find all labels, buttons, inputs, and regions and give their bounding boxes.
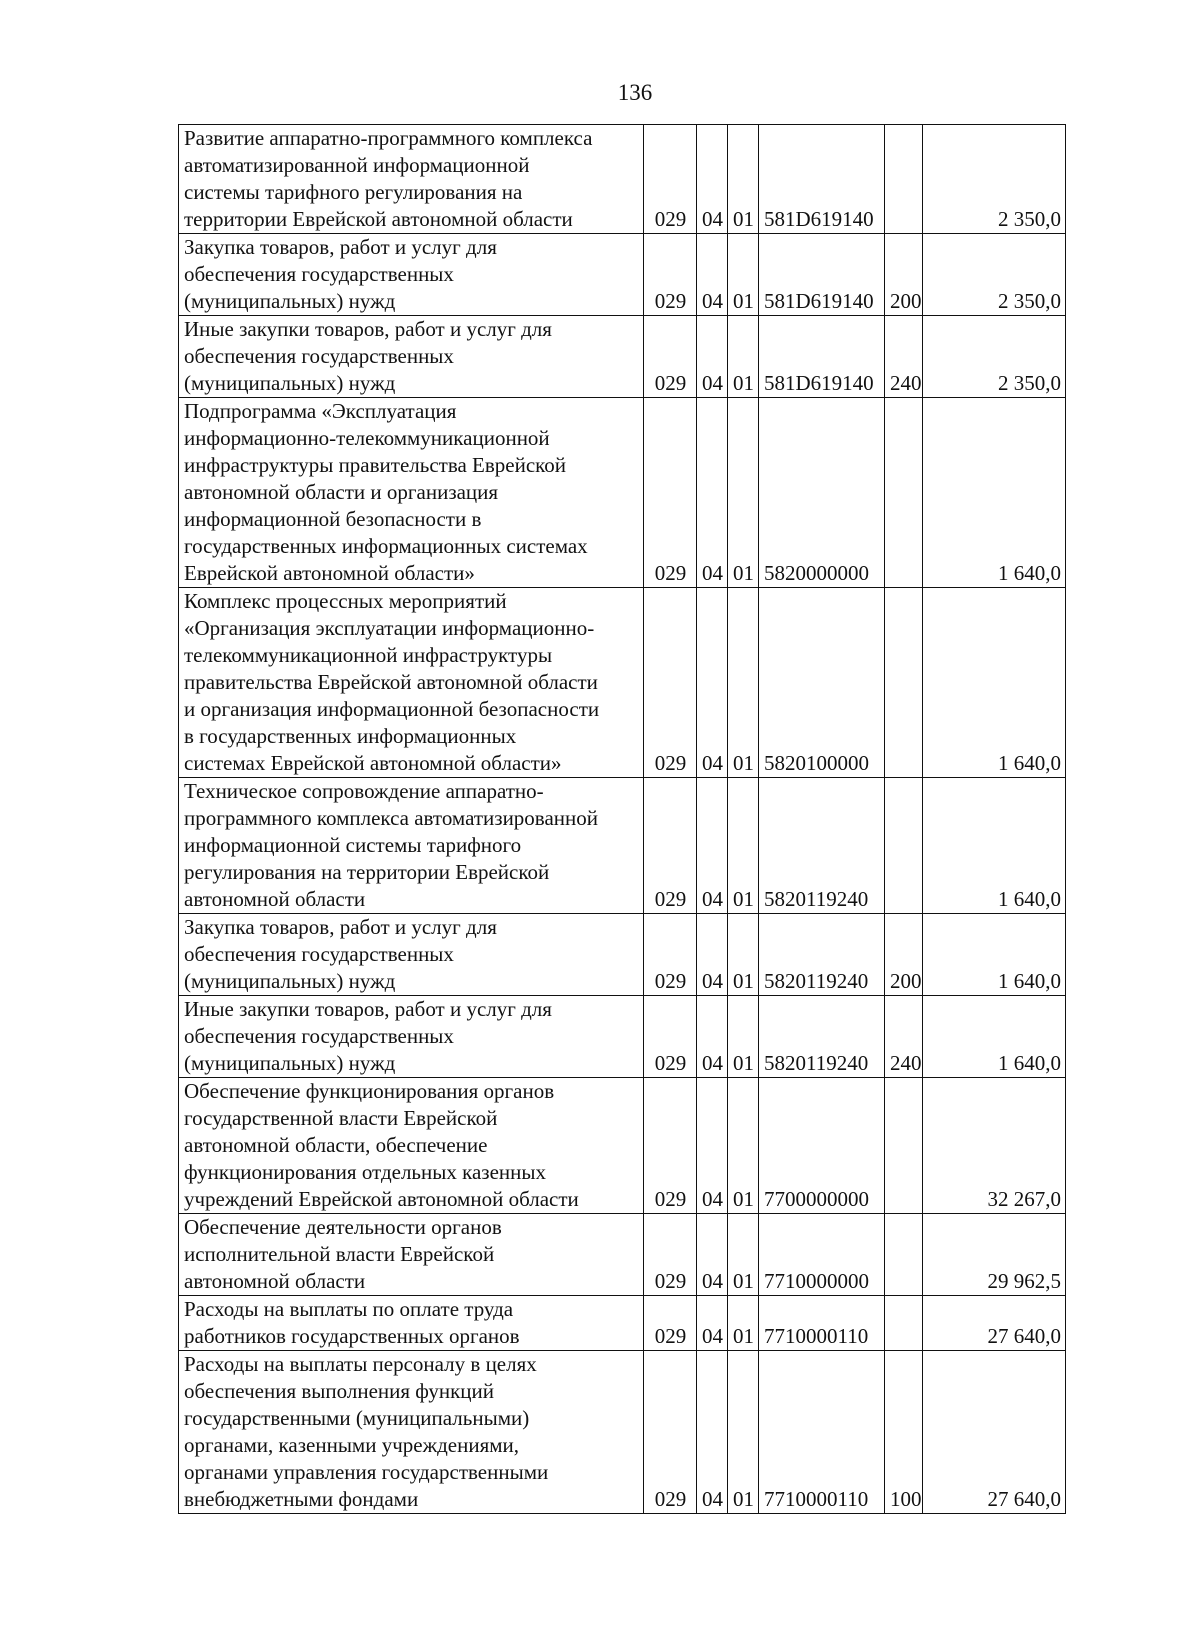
expense-name-line: Расходы на выплаты по оплате труда	[184, 1297, 514, 1321]
expense-name-cell	[179, 1078, 644, 1214]
expense-name-line: инфраструктуры правительства Еврейской	[184, 453, 567, 477]
target-article-cell: 581D619140	[759, 316, 885, 398]
expense-name-cell	[179, 125, 644, 234]
subsection-code-cell: 01	[728, 316, 759, 398]
expense-name-line: системах Еврейской автономной области»	[184, 751, 562, 775]
target-article-cell: 581D619140	[759, 234, 885, 316]
amount-cell: 1 640,0	[923, 588, 1066, 778]
expense-name-cell	[179, 1296, 644, 1351]
budget-table-body	[179, 125, 1066, 1514]
amount-cell: 1 640,0	[923, 398, 1066, 588]
expense-name-line: органами, казенными учреждениями,	[184, 1433, 520, 1457]
subsection-code-cell: 01	[728, 1351, 759, 1514]
expense-name-line: Подпрограмма «Эксплуатация	[184, 399, 457, 423]
subsection-code-cell: 01	[728, 588, 759, 778]
expense-type-cell: 240	[885, 996, 923, 1078]
expense-name-line: (муниципальных) нужд	[184, 289, 396, 313]
expense-name-line: (муниципальных) нужд	[184, 371, 396, 395]
admin-code-cell: 029	[644, 996, 697, 1078]
expense-name-cell	[179, 1351, 644, 1514]
expense-name-cell	[179, 778, 644, 914]
expense-name-line: «Организация эксплуатации информационно-	[184, 616, 595, 640]
expense-name-line: Еврейской автономной области»	[184, 561, 475, 585]
expense-name-line: территории Еврейской автономной области	[184, 207, 573, 231]
amount-cell: 29 962,5	[923, 1214, 1066, 1296]
table-row	[179, 1078, 1066, 1214]
amount-cell: 27 640,0	[923, 1351, 1066, 1514]
expense-type-cell	[885, 1078, 923, 1214]
expense-name-line: исполнительной власти Еврейской	[184, 1242, 495, 1266]
expense-type-cell: 240	[885, 316, 923, 398]
expense-type-cell: 200	[885, 234, 923, 316]
amount-cell: 1 640,0	[923, 778, 1066, 914]
amount-cell: 32 267,0	[923, 1078, 1066, 1214]
expense-name-line: регулирования на территории Еврейской	[184, 860, 550, 884]
expense-name-line: автономной области	[184, 887, 366, 911]
expense-name-cell	[179, 398, 644, 588]
subsection-code-cell: 01	[728, 914, 759, 996]
target-article-cell: 5820000000	[759, 398, 885, 588]
expense-name-line: Обеспечение деятельности органов	[184, 1215, 502, 1239]
table-row	[179, 1296, 1066, 1351]
table-row	[179, 588, 1066, 778]
expense-name-line: Иные закупки товаров, работ и услуг для	[184, 317, 552, 341]
expense-name-line: учреждений Еврейской автономной области	[184, 1187, 579, 1211]
expense-type-cell	[885, 1296, 923, 1351]
subsection-code-cell: 01	[728, 1214, 759, 1296]
admin-code-cell: 029	[644, 234, 697, 316]
expense-name-cell	[179, 996, 644, 1078]
expense-type-cell: 200	[885, 914, 923, 996]
expense-name-line: внебюджетными фондами	[184, 1487, 419, 1511]
expense-name-line: (муниципальных) нужд	[184, 969, 396, 993]
target-article-cell: 5820119240	[759, 914, 885, 996]
section-code-cell: 04	[697, 1078, 728, 1214]
table-row	[179, 316, 1066, 398]
expense-name-line: Развитие аппаратно-программного комплекса	[184, 126, 593, 150]
expense-name-line: программного комплекса автоматизированной	[184, 806, 598, 830]
expense-name-line: Расходы на выплаты персоналу в целях	[184, 1352, 537, 1376]
admin-code-cell: 029	[644, 588, 697, 778]
section-code-cell: 04	[697, 778, 728, 914]
section-code-cell: 04	[697, 234, 728, 316]
subsection-code-cell: 01	[728, 398, 759, 588]
section-code-cell: 04	[697, 125, 728, 234]
target-article-cell: 581D619140	[759, 125, 885, 234]
expense-name-line: Закупка товаров, работ и услуг для	[184, 915, 497, 939]
expense-name-line: обеспечения выполнения функций	[184, 1379, 495, 1403]
expense-name-line: органами управления государственными	[184, 1460, 549, 1484]
expense-name-line: и организация информационной безопасности	[184, 697, 600, 721]
target-article-cell: 7710000000	[759, 1214, 885, 1296]
expense-name-line: в государственных информационных	[184, 724, 517, 748]
expense-name-line: Закупка товаров, работ и услуг для	[184, 235, 497, 259]
target-article-cell: 7710000110	[759, 1351, 885, 1514]
expense-name-line: обеспечения государственных	[184, 942, 454, 966]
expense-type-cell	[885, 778, 923, 914]
admin-code-cell: 029	[644, 914, 697, 996]
amount-cell: 27 640,0	[923, 1296, 1066, 1351]
target-article-cell: 7700000000	[759, 1078, 885, 1214]
admin-code-cell: 029	[644, 1078, 697, 1214]
expense-name-cell	[179, 234, 644, 316]
section-code-cell: 04	[697, 914, 728, 996]
table-row	[179, 1214, 1066, 1296]
expense-type-cell: 100	[885, 1351, 923, 1514]
table-row	[179, 234, 1066, 316]
admin-code-cell: 029	[644, 398, 697, 588]
expense-name-line: работников государственных органов	[184, 1324, 520, 1348]
expense-name-line: информационно-телекоммуникационной	[184, 426, 550, 450]
budget-table	[178, 124, 1066, 1514]
expense-name-line: функционирования отдельных казенных	[184, 1160, 547, 1184]
expense-type-cell	[885, 588, 923, 778]
expense-name-line: информационной системы тарифного	[184, 833, 522, 857]
target-article-cell: 5820119240	[759, 996, 885, 1078]
table-row	[179, 778, 1066, 914]
expense-name-line: обеспечения государственных	[184, 262, 454, 286]
admin-code-cell: 029	[644, 125, 697, 234]
section-code-cell: 04	[697, 588, 728, 778]
expense-name-line: автономной области, обеспечение	[184, 1133, 488, 1157]
table-row	[179, 1351, 1066, 1514]
expense-name-cell	[179, 1214, 644, 1296]
amount-cell: 1 640,0	[923, 996, 1066, 1078]
subsection-code-cell: 01	[728, 996, 759, 1078]
expense-name-cell	[179, 914, 644, 996]
subsection-code-cell: 01	[728, 1078, 759, 1214]
expense-name-cell	[179, 316, 644, 398]
subsection-code-cell: 01	[728, 1296, 759, 1351]
amount-cell: 1 640,0	[923, 914, 1066, 996]
amount-cell: 2 350,0	[923, 125, 1066, 234]
amount-cell: 2 350,0	[923, 234, 1066, 316]
expense-type-cell	[885, 125, 923, 234]
section-code-cell: 04	[697, 398, 728, 588]
expense-name-line: (муниципальных) нужд	[184, 1051, 396, 1075]
expense-name-line: обеспечения государственных	[184, 1024, 454, 1048]
expense-name-line: обеспечения государственных	[184, 344, 454, 368]
expense-name-line: автоматизированной информационной	[184, 153, 530, 177]
target-article-cell: 5820100000	[759, 588, 885, 778]
expense-name-line: Обеспечение функционирования органов	[184, 1079, 555, 1103]
expense-type-cell	[885, 1214, 923, 1296]
subsection-code-cell: 01	[728, 125, 759, 234]
expense-name-line: Техническое сопровождение аппаратно-	[184, 779, 544, 803]
amount-cell: 2 350,0	[923, 316, 1066, 398]
admin-code-cell: 029	[644, 316, 697, 398]
expense-name-line: автономной области и организация	[184, 480, 499, 504]
expense-name-line: государственных информационных системах	[184, 534, 588, 558]
expense-name-line: автономной области	[184, 1269, 366, 1293]
table-row	[179, 398, 1066, 588]
section-code-cell: 04	[697, 996, 728, 1078]
page-number: 136	[617, 80, 653, 105]
section-code-cell: 04	[697, 1351, 728, 1514]
table-row	[179, 125, 1066, 234]
expense-name-line: телекоммуникационной инфраструктуры	[184, 643, 553, 667]
expense-name-line: Комплекс процессных мероприятий	[184, 589, 507, 613]
admin-code-cell: 029	[644, 1214, 697, 1296]
section-code-cell: 04	[697, 1296, 728, 1351]
expense-name-line: государственной власти Еврейской	[184, 1106, 498, 1130]
section-code-cell: 04	[697, 316, 728, 398]
target-article-cell: 7710000110	[759, 1296, 885, 1351]
target-article-cell: 5820119240	[759, 778, 885, 914]
expense-name-line: государственными (муниципальными)	[184, 1406, 530, 1430]
subsection-code-cell: 01	[728, 234, 759, 316]
admin-code-cell: 029	[644, 1296, 697, 1351]
section-code-cell: 04	[697, 1214, 728, 1296]
table-row	[179, 914, 1066, 996]
expense-name-line: системы тарифного регулирования на	[184, 180, 523, 204]
expense-type-cell	[885, 398, 923, 588]
subsection-code-cell: 01	[728, 778, 759, 914]
table-row	[179, 996, 1066, 1078]
admin-code-cell: 029	[644, 1351, 697, 1514]
expense-name-line: правительства Еврейской автономной области	[184, 670, 598, 694]
admin-code-cell: 029	[644, 778, 697, 914]
expense-name-line: Иные закупки товаров, работ и услуг для	[184, 997, 552, 1021]
expense-name-cell	[179, 588, 644, 778]
expense-name-line: информационной безопасности в	[184, 507, 482, 531]
